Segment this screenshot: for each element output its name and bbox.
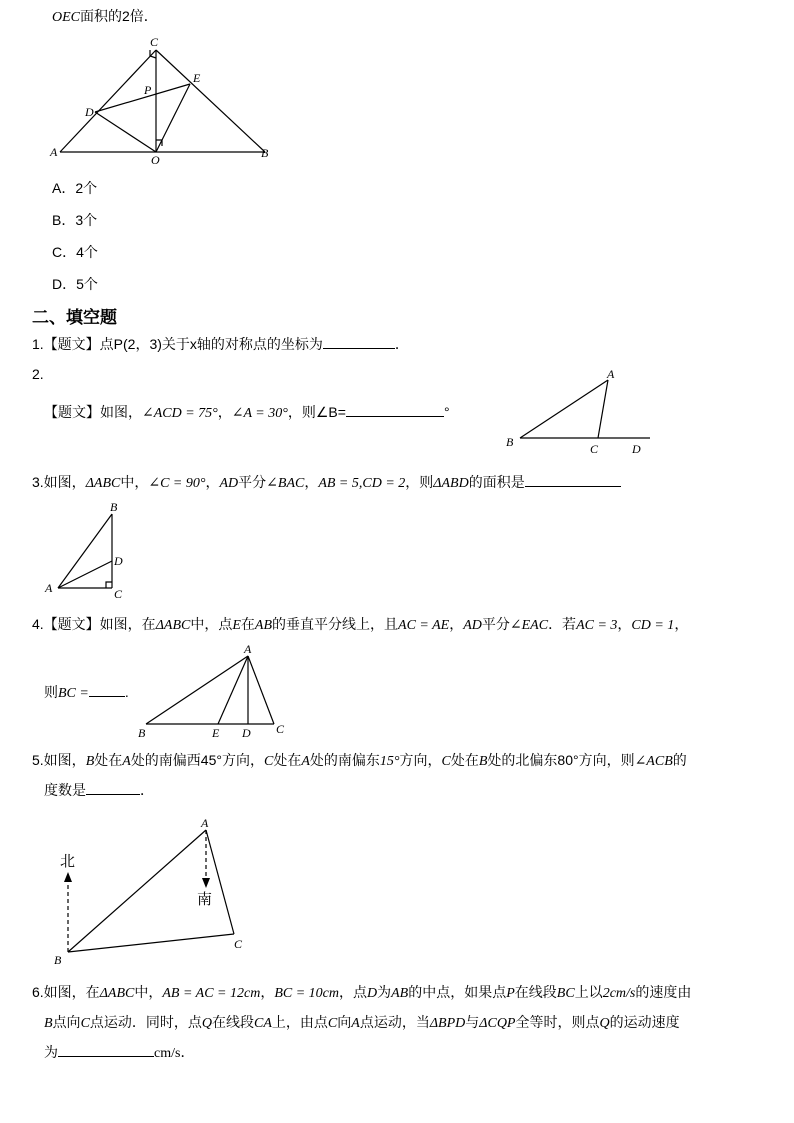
math-expression: A bbox=[301, 754, 310, 769]
option-c: C．4个 bbox=[52, 244, 98, 260]
label-p: P bbox=[144, 83, 152, 97]
text-segment: 在线段 bbox=[212, 1014, 255, 1030]
math-expression: AD bbox=[463, 618, 482, 633]
label-e: E bbox=[212, 726, 220, 740]
text-segment: 全等时，则点 bbox=[515, 1014, 600, 1030]
label-o: O bbox=[151, 153, 160, 166]
text-segment: 处在 bbox=[273, 752, 302, 768]
math-expression: B bbox=[85, 754, 95, 769]
text-segment: 在 bbox=[240, 616, 255, 632]
question-6-line-3: 为 cm/s． bbox=[44, 1044, 195, 1061]
text-segment: 点运动，当 bbox=[359, 1014, 430, 1030]
text-segment: 上以 bbox=[574, 984, 603, 1000]
math-expression: C bbox=[441, 754, 451, 769]
question-4-line-2: 则BC = . bbox=[44, 684, 129, 701]
text-segment: 的中点，如果点 bbox=[408, 984, 507, 1000]
math-expression: C bbox=[263, 754, 274, 769]
text-segment: 处的南偏西45°方向， bbox=[130, 752, 264, 768]
label-a: A bbox=[244, 642, 252, 656]
math-expression: AC = 3 bbox=[576, 618, 618, 633]
text-segment: 4.【题文】如图，在 bbox=[32, 616, 156, 632]
label-a: A bbox=[45, 581, 53, 595]
question-4-line-1 bbox=[32, 614, 688, 634]
text-segment: ， bbox=[617, 616, 632, 632]
math-expression: A bbox=[351, 1016, 360, 1031]
label-b: B bbox=[110, 500, 118, 514]
text-segment: 上，由点 bbox=[271, 1014, 328, 1030]
answer-blank bbox=[58, 1043, 154, 1057]
math-expression: Q bbox=[599, 1016, 610, 1031]
text-segment: ， bbox=[674, 616, 689, 632]
text-segment: ， bbox=[449, 616, 464, 632]
answer-blank bbox=[323, 335, 395, 349]
text-segment: 中，点 bbox=[190, 616, 233, 632]
label-e: E bbox=[193, 71, 201, 85]
label-c: C bbox=[590, 442, 599, 456]
math-expression: AB bbox=[254, 618, 273, 633]
math-expression: ΔBPD bbox=[429, 1016, 466, 1031]
math-expression: C bbox=[80, 1016, 90, 1031]
text-segment: 点向 bbox=[52, 1014, 81, 1030]
option-b: B．3个 bbox=[52, 212, 98, 228]
math-expression: D bbox=[367, 986, 378, 1001]
math-expression: BC = 10cm bbox=[274, 986, 339, 1001]
question-3: 3.如图，ΔABC中，∠C = 90°，AD平分∠BAC，AB = 5,CD = 2，则ΔABD的面积是 bbox=[32, 472, 621, 492]
figure-triangle-abc-1 bbox=[40, 34, 280, 166]
question-1: 1.【题文】点P(2，3)关于x轴的对称点的坐标为 ． bbox=[32, 336, 409, 352]
label-a: A bbox=[50, 145, 58, 159]
text-segment: 与 bbox=[465, 1014, 480, 1030]
math-expression: ΔABC bbox=[99, 986, 135, 1001]
question-5-line-1 bbox=[32, 750, 687, 770]
math-expression: 15° bbox=[379, 754, 400, 769]
label-a: A bbox=[201, 816, 209, 830]
figure-q3 bbox=[40, 498, 140, 602]
math-expression: AB bbox=[391, 986, 409, 1001]
text-segment: 中， bbox=[134, 984, 163, 1000]
math-expression: P bbox=[506, 986, 515, 1001]
label-c: C bbox=[150, 35, 159, 49]
answer-blank bbox=[525, 473, 621, 487]
figure-q2 bbox=[500, 364, 660, 460]
label-d: D bbox=[114, 554, 123, 568]
math-expression: BC bbox=[556, 986, 575, 1001]
math-expression: CA bbox=[254, 1016, 272, 1031]
label-d: D bbox=[242, 726, 251, 740]
math-expression: CD = 1 bbox=[631, 618, 675, 633]
label-d: D bbox=[632, 442, 641, 456]
text-segment: 的运动速度 bbox=[609, 1014, 680, 1030]
question-2: 【题文】如图，∠ACD = 75°，∠A = 30°，则∠B= ° bbox=[44, 404, 450, 421]
math-expression: ΔCQP bbox=[479, 1016, 516, 1031]
label-d: D bbox=[85, 105, 94, 119]
text-segment: ，点 bbox=[339, 984, 367, 1000]
math-expression: C bbox=[327, 1016, 338, 1031]
label-north: 北 bbox=[60, 852, 76, 870]
problem-text-continuation: OEC面积的2倍． bbox=[52, 8, 158, 25]
math-expression: A bbox=[122, 754, 131, 769]
text-segment: 处的南偏东 bbox=[309, 752, 380, 768]
label-c: C bbox=[114, 587, 123, 601]
math-expression: 2cm/s bbox=[602, 986, 636, 1001]
section-title: 二、填空题 bbox=[32, 308, 117, 327]
math-expression: ∠ACB bbox=[634, 754, 673, 769]
label-a: A bbox=[607, 367, 615, 381]
text-segment: 处在 bbox=[450, 752, 479, 768]
text-segment: 的垂直平分线上，且 bbox=[272, 616, 399, 632]
label-b: B bbox=[261, 146, 269, 160]
math-expression: E bbox=[232, 618, 241, 633]
question-2-number: 2. bbox=[32, 366, 44, 382]
text-segment: 6.如图，在 bbox=[32, 984, 100, 1000]
answer-blank bbox=[89, 683, 125, 697]
math-expression: B bbox=[44, 1016, 53, 1031]
figure-q5 bbox=[46, 810, 266, 968]
math-expression: ΔABC bbox=[155, 618, 191, 633]
label-b: B bbox=[138, 726, 146, 740]
text-segment: 方向， bbox=[399, 752, 442, 768]
question-5-line-2: 度数是 ． bbox=[44, 782, 154, 798]
text-segment: 处的北偏东80°方向，则 bbox=[487, 752, 635, 768]
label-south: 南 bbox=[197, 890, 213, 908]
text-segment: ， bbox=[260, 984, 275, 1000]
answer-blank bbox=[86, 781, 140, 795]
text-segment: ．若 bbox=[548, 616, 577, 632]
math-expression: Q bbox=[201, 1016, 213, 1031]
answer-blank bbox=[346, 403, 444, 417]
text-segment: 在线段 bbox=[514, 984, 557, 1000]
option-a: A．2个 bbox=[52, 180, 98, 196]
math-expression: ∠EAC bbox=[509, 618, 549, 633]
text-segment: 点运动．同时，点 bbox=[89, 1014, 202, 1030]
text-segment: 的速度由 bbox=[635, 984, 692, 1000]
label-b: B bbox=[54, 953, 62, 967]
text-segment: 5.如图， bbox=[32, 752, 86, 768]
figure-q4 bbox=[134, 640, 294, 740]
math-expression: B bbox=[478, 754, 488, 769]
label-c: C bbox=[234, 937, 243, 951]
label-c: C bbox=[276, 722, 285, 736]
text-segment: 平分 bbox=[481, 616, 510, 632]
text-segment: 向 bbox=[337, 1014, 352, 1030]
text-segment: 的 bbox=[672, 752, 687, 768]
text-segment: 为 bbox=[377, 984, 392, 1000]
math-expression: AB = AC = 12cm bbox=[162, 986, 261, 1001]
label-b: B bbox=[506, 435, 514, 449]
option-d: D．5个 bbox=[52, 276, 98, 292]
question-6-line-2 bbox=[44, 1012, 680, 1032]
question-6-line-1 bbox=[32, 982, 691, 1002]
text-segment: 处在 bbox=[94, 752, 123, 768]
math-expression: AC = AE bbox=[398, 618, 450, 633]
